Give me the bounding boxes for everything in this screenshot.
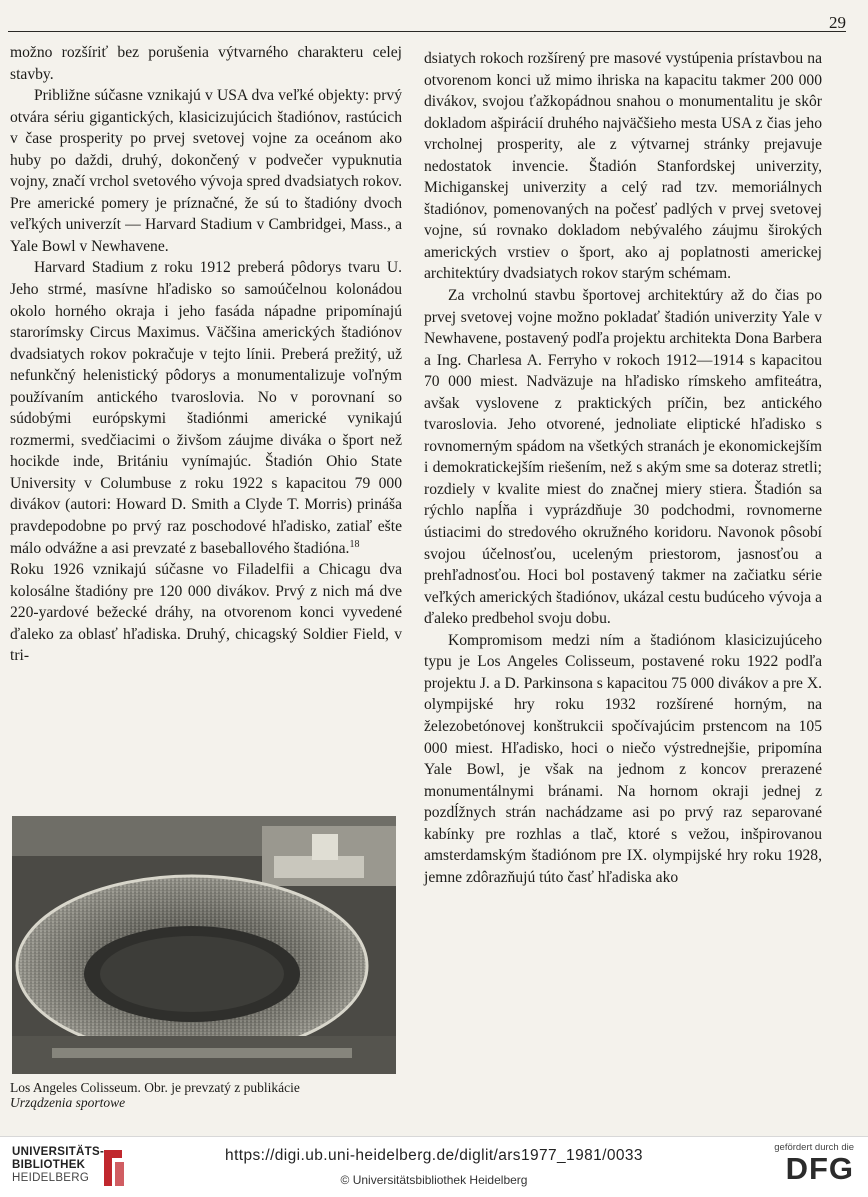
- footnote-marker: 18: [349, 538, 360, 550]
- caption-text: Los Angeles Colisseum. Obr. je prevzatý z publikácie: [10, 1080, 300, 1095]
- paragraph: Za vrcholnú stavbu športovej architektúry až do čias po prvej svetovej vojne možno pokladať štadión univerzity Yale v Newhavene, postavený podľa projektu architekta Dona Barbera a Ing. Charlesa A. Ferryho v rokoch 1912—1914 s kapacitou 70 000 miest. Nadväzuje na hľadisko rímskeho amfiteátra, avšak vyslovene z praktických príčin, bez antického tvaroslovia. Jeho otvorené, jednoliate eliptické hľadisko s rovnomerným spádom na všetkých stranách je ekonomickejším i demokratickejším riešením, než s akým sme sa doteraz stretli; rozdiely v kvalite miest do značnej miery stiera. Štadión sa rýchlo napĺňa i vyprázdňuje 30 podchodmi, rovnomerne ústiacimi do stredového okružného koridoru. Navonok pôsobí svojou účelnosťou, uceleným priestorom, jasnosťou a prehľadnosťou. Hoci bol postavený takmer na začiatku série veľkých amerických štadiónov, ukázal cestu budúceho vývoja a ďaleko predbehol svoju dobu.: [424, 287, 822, 628]
- paragraph: Roku 1926 vznikajú súčasne vo Filadelfii a Chicagu dva kolosálne štadióny pre 120 000 divákov. Prvý z nich má dve 220-yardové bežecké dráhy, na otvorenom konci vyvedené ďaleko za oblasť hľadiska. Druhý, chicagský Soldier Field, v tri-: [10, 561, 402, 665]
- figure-caption: [10, 1080, 402, 1110]
- page-number: 29: [829, 13, 846, 32]
- library-line-2: BIBLIOTHEK: [12, 1159, 86, 1171]
- paragraph: dsiatych rokoch rozšírený pre masové vystúpenia prístavbou na otvorenom konci už mimo ihriska na kapacitu takmer 200 000 divákov, svojou ťažkopádnou snahou o monumentalitu je skôr dokladom ašpirácií druhého najväčšieho mesta USA z čias jeho vrcholnej prosperity, ale z výtvarnej stránky prejavuje nedostatok invencie. Štadión Stanfordskej univerzity, Michiganskej univerzity a celý rad tzv. memoriálnych štadiónov, pomenovaných na počesť padlých v prvej svetovej vojne, sú rovnako dokladom nebývalého záujmu širokých amerických vrstiev o šport, ako aj poplatnosti americkej architektúry dvadsiatych rokov starým schémam.: [424, 50, 822, 283]
- left-column: [10, 42, 402, 667]
- paragraph: Približne súčasne vznikajú v USA dva veľké objekty: prvý otvára sériu gigantických, klasicizujúcich štadiónov, rastúcich v čase prosperity po prvej svetovej vojne za oceánom ako huby po daždi, druhý, dokončený v podvečer vypuknutia vojny, značí vrchol svetového vývoja spred dvadsiatych rokov. Pre americké pomery je príznačné, že sú to štadióny dvoch veľkých univerzít — Harvard Stadium v Cambridgei, Mass., a Yale Bowl v Newhavene.: [10, 87, 402, 255]
- viewer-footer: [0, 1136, 868, 1197]
- paragraph: možno rozšíriť bez porušenia výtvarného charakteru celej stavby.: [10, 44, 402, 83]
- paragraph: [10, 257, 402, 559]
- header-rule: [8, 31, 846, 32]
- page-url[interactable]: https://digi.ub.uni-heidelberg.de/diglit/ars1977_1981/0033: [225, 1147, 643, 1164]
- stadium-photo: [12, 816, 396, 1074]
- copyright-notice: © Universitätsbibliothek Heidelberg: [340, 1173, 528, 1187]
- library-line-1: UNIVERSITÄTS-: [12, 1146, 105, 1158]
- funder-note: gefördert durch die: [774, 1142, 854, 1153]
- funder-logo[interactable]: [754, 1142, 854, 1192]
- caption-source: Urządzenia sportowe: [10, 1095, 126, 1110]
- dfg-logo: DFG: [785, 1151, 854, 1186]
- paragraph-text: Harvard Stadium z roku 1912 preberá pôdorys tvaru U. Jeho strmé, masívne hľadisko so samoúčelnou kolonádou okolo horného okraja i jeho fasáda nápadne pripomínajú starorímsky Circus Maximus. Väčšina amerických štadiónov dvadsiatych rokov pokračuje v tejto línii. Preberá prežitý, už nefunkčný helenistický pôdorys a monumentalizuje voľným používaním antického tvaroslovia. No v porovnaní so súdobými európskymi štadiónmi americké vynikajú rozmermi, svedčiacimi o živšom záujme diváka o šport než hocikde inde, Britániu vynímajúc. Štadión Ohio State University v Columbuse z roku 1922 s kapacitou 79 000 divákov (autori: Howard D. Smith a Clyde T. Morris) prináša pravdepodobne po prvý raz poschodové hľadisko, zatiaľ ešte málo odvážne a asi prevzaté z baseballového štadióna.: [10, 259, 402, 557]
- paragraph: Kompromisom medzi ním a štadiónom klasicizujúceho typu je Los Angeles Colisseum, postavené roku 1922 podľa projektu J. a D. Parkinsona s kapacitou 75 000 divákov a pre X. olympijské hry roku 1932 rozšírené horným, na železobetónovej konštrukcii spočívajúcim prstencom na 105 000 miest. Hľadisko, hoci o niečo výstrednejšie, pripomína Yale Bowl, je však na jednom z koncov prerazené monumentálnymi bránami. Na hornom okraji jednej z pozdĺžnych strán nachádzame asi po prvý raz separované kabínky pre rozhlas a tlač, ktoré s vežou, inšpirovanou amsterdamským štadiónom pre IX. olympijské hry roku 1928, jemne zdôrazňujú túto časť hľadiska ako: [424, 631, 822, 886]
- right-column: [424, 48, 822, 888]
- library-line-3: HEIDELBERG: [12, 1172, 90, 1184]
